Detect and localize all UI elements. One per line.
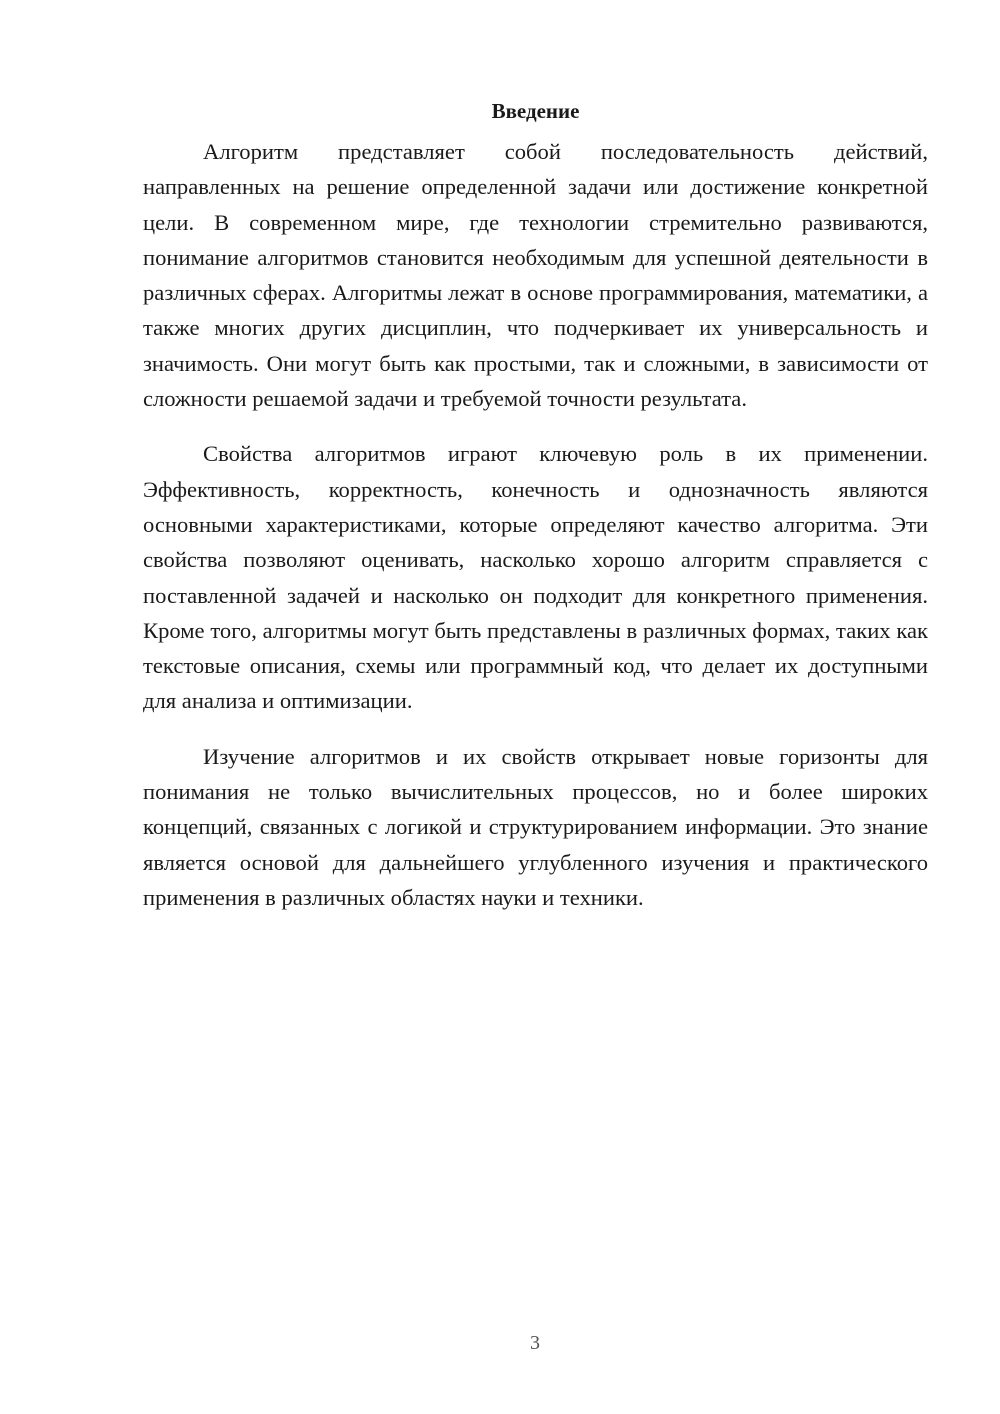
paragraph-1: Алгоритм представляет собой последовательность действий, направленных на решение определенной задачи или достижение конкретной цели. В современном мире, где технологии стремительно развиваются, понимание алгоритмов становится необходимым для успешной деятельности в различных сферах. Алгоритмы лежат в основе программирования, математики, а также многих других дисциплин, что подчеркивает их универсальность и значимость. Они могут быть как простыми, так и сложными, в зависимости от сложности решаемой задачи и требуемой точности результата.: [143, 139, 928, 412]
section-heading: Введение: [491, 99, 580, 123]
paragraph-3: Изучение алгоритмов и их свойств открывает новые горизонты для понимания не только вычислительных процессов, но и более широких концепций, связанных с логикой и структурированием информации. Это знание является основой для дальнейшего углубленного изучения и практического применения в различных областях науки и техники.: [143, 743, 928, 910]
paragraph-2: Свойства алгоритмов играют ключевую роль в их применении. Эффективность, корректность, конечность и однозначность являются основными характеристиками, которые определяют качество алгоритма. Эти свойства позволяют оценивать, насколько хорошо алгоритм справляется с поставленной задачей и насколько он подходит для конкретного применения. Кроме того, алгоритмы могут быть представлены в различных формах, таких как текстовые описания, схемы или программный код, что делает их доступными для анализа и оптимизации.: [143, 441, 928, 714]
page-content: [143, 94, 928, 935]
page-number: 3: [530, 1332, 540, 1354]
